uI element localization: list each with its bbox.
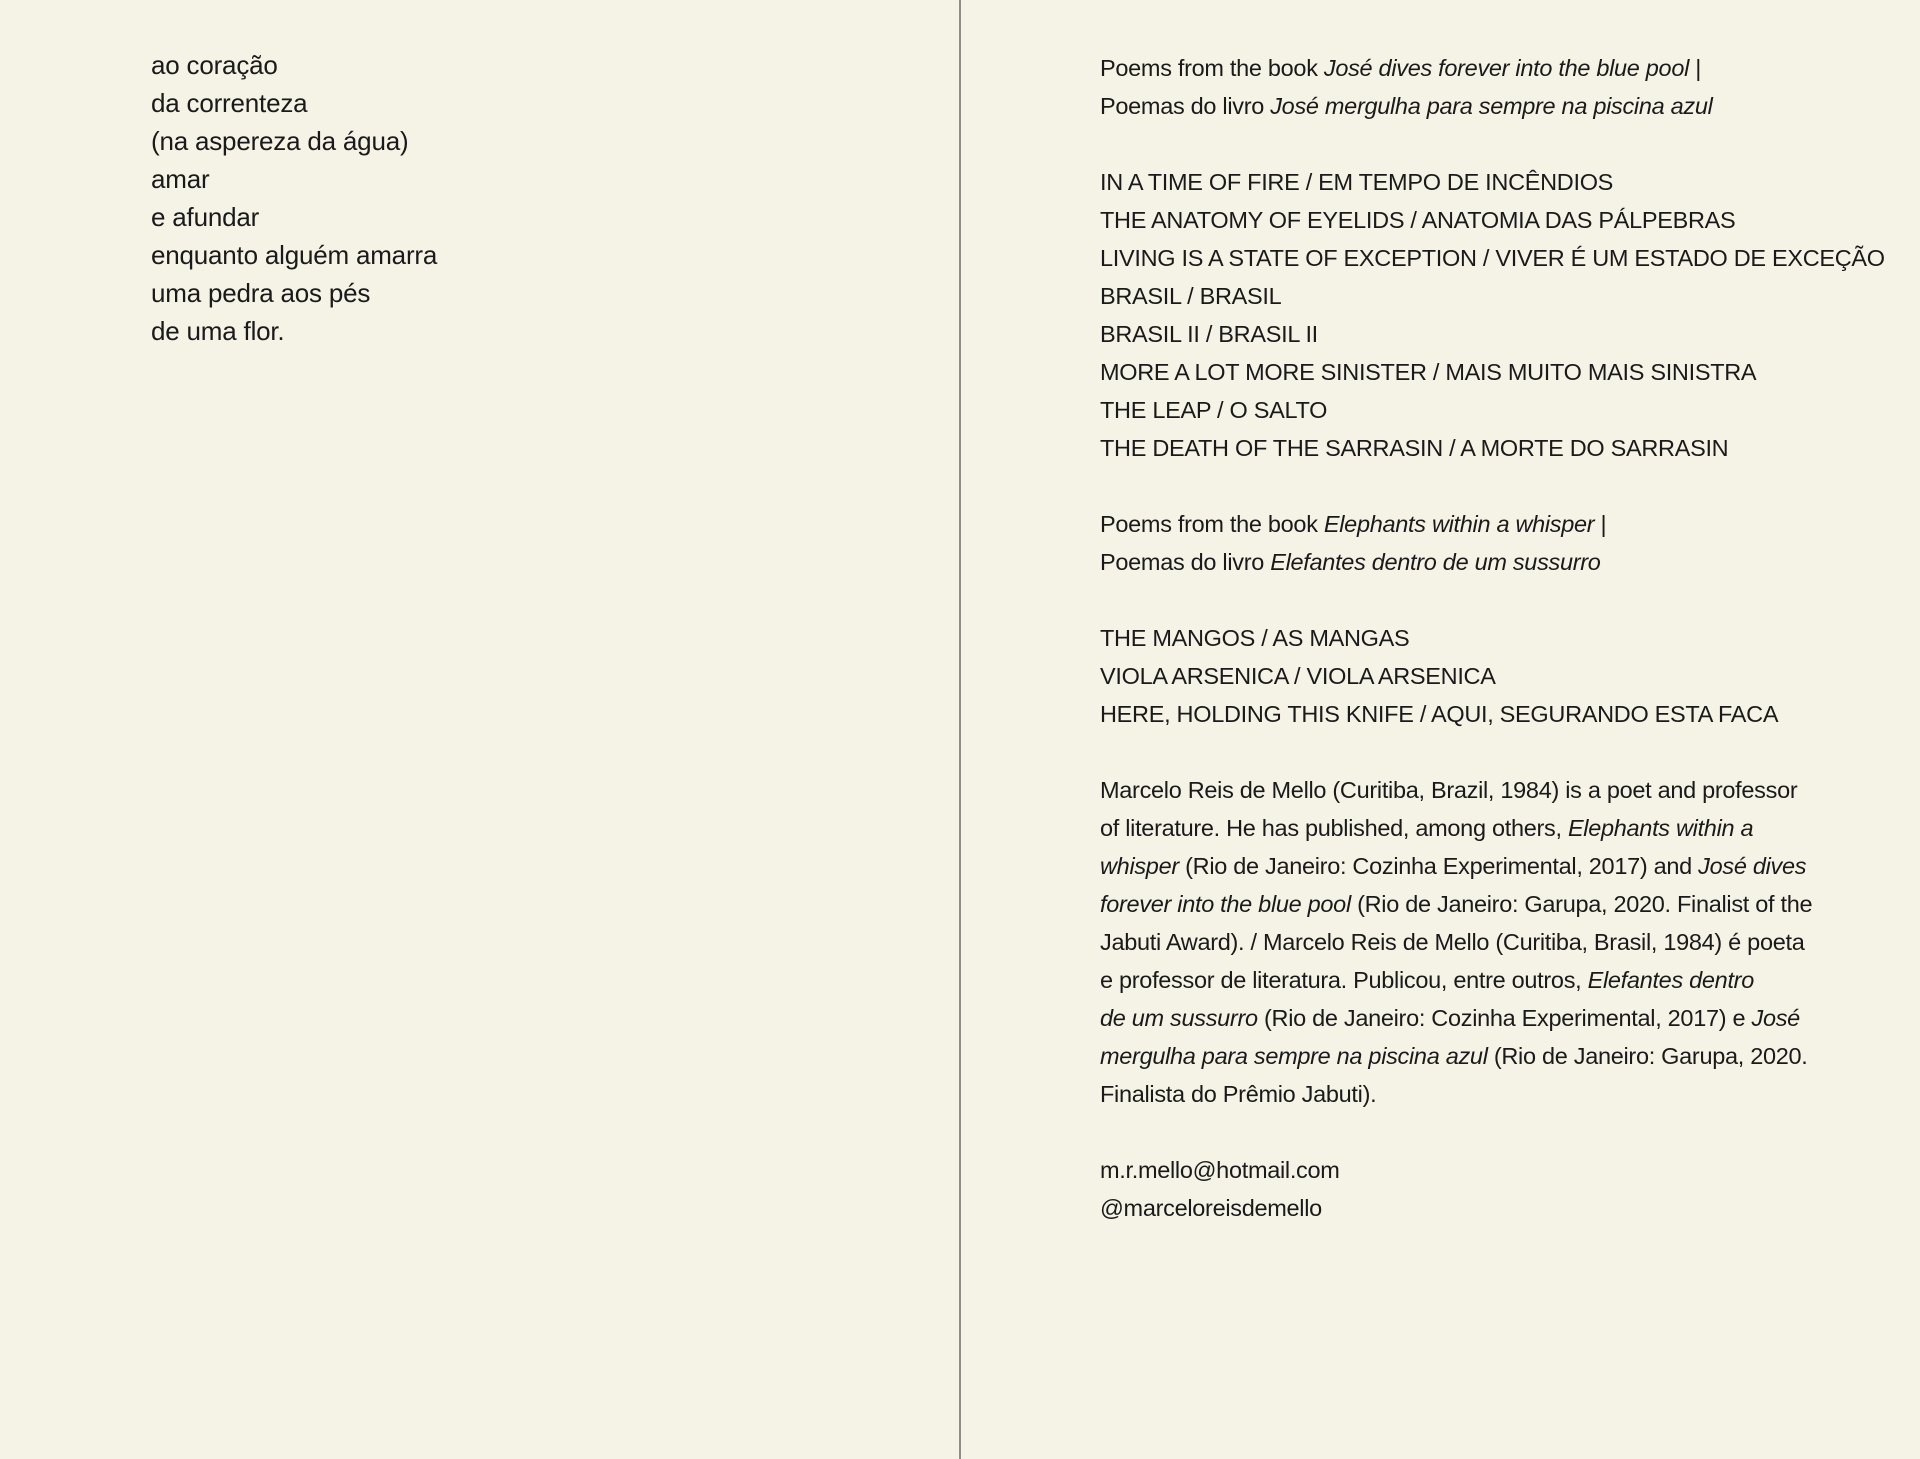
bio-book-title: José: [1751, 1005, 1800, 1031]
book1-pt-prefix: Poemas do livro: [1100, 93, 1271, 119]
contact-info: [1100, 1151, 1840, 1227]
bio-text: (Rio de Janeiro: Garupa, 2020. Finalist of the: [1350, 891, 1813, 917]
credits-column: [1100, 49, 1885, 1227]
poem-line: e afundar: [151, 202, 260, 232]
bio-text: of literature. He has published, among others,: [1100, 815, 1568, 841]
book2-en-suffix: |: [1594, 511, 1607, 537]
right-page: [961, 0, 1920, 1459]
book2-en-prefix: Poems from the book: [1100, 511, 1324, 537]
book2-heading-en: [1100, 505, 1840, 543]
poem-line: enquanto alguém amarra: [151, 240, 438, 270]
bio-text: Marcelo Reis de Mello (Curitiba, Brazil, 1984) is a poet and professor: [1100, 777, 1798, 803]
poem-line: amar: [151, 164, 210, 194]
poem-title: THE ANATOMY OF EYELIDS / ANATOMIA DAS PÁLPEBRAS: [1100, 207, 1736, 233]
bio-text: (Rio de Janeiro: Cozinha Experimental, 2017) e: [1257, 1005, 1752, 1031]
book1-heading: [1100, 49, 1840, 125]
book1-poem-list: [1100, 163, 1885, 467]
bio-book-title: Elephants within a: [1567, 815, 1754, 841]
book1-en-title: José dives forever into the blue pool: [1323, 55, 1690, 81]
bio-book-title: José dives: [1698, 853, 1807, 879]
book2-heading-pt: [1100, 543, 1840, 581]
book1-en-suffix: |: [1689, 55, 1702, 81]
bio-book-title: mergulha para sempre na piscina azul: [1100, 1043, 1488, 1069]
bio-line: [1100, 961, 1840, 999]
bio-book-title: Elefantes dentro: [1587, 967, 1754, 993]
bio-text: e professor de literatura. Publicou, entre outros,: [1100, 967, 1588, 993]
book2-en-title: Elephants within a whisper: [1323, 511, 1595, 537]
poem-title: BRASIL II / BRASIL II: [1100, 321, 1318, 347]
book1-en-prefix: Poems from the book: [1100, 55, 1324, 81]
book1-heading-pt: [1100, 87, 1840, 125]
poem-line: ao coração: [151, 50, 278, 80]
book1-heading-en: [1100, 49, 1840, 87]
bio-line: [1100, 771, 1840, 809]
poem-title: THE MANGOS / AS MANGAS: [1100, 625, 1410, 651]
bio-line: [1100, 847, 1840, 885]
poem-line: de uma flor.: [151, 316, 285, 346]
poem-title: HERE, HOLDING THIS KNIFE / AQUI, SEGURANDO ESTA FACA: [1100, 701, 1779, 727]
bio-line: [1100, 999, 1840, 1037]
bio-line: [1100, 1037, 1840, 1075]
poem-title: THE DEATH OF THE SARRASIN / A MORTE DO SARRASIN: [1100, 435, 1729, 461]
poem-title: BRASIL / BRASIL: [1100, 283, 1282, 309]
poem-line: da correnteza: [151, 88, 308, 118]
author-bio: [1100, 771, 1840, 1113]
bio-book-title: de um sussurro: [1100, 1005, 1258, 1031]
poem-title: MORE A LOT MORE SINISTER / MAIS MUITO MAIS SINISTRA: [1100, 359, 1757, 385]
bio-text: Jabuti Award). / Marcelo Reis de Mello (Curitiba, Brasil, 1984) é poeta: [1100, 929, 1805, 955]
bio-book-title: whisper: [1100, 853, 1179, 879]
bio-line: [1100, 809, 1840, 847]
author-social-handle: @marceloreisdemello: [1100, 1195, 1322, 1221]
book2-heading: [1100, 505, 1840, 581]
bio-text: (Rio de Janeiro: Cozinha Experimental, 2017) and: [1178, 853, 1699, 879]
poem-line: uma pedra aos pés: [151, 278, 371, 308]
poem-title: VIOLA ARSENICA / VIOLA ARSENICA: [1100, 663, 1496, 689]
poem-title: IN A TIME OF FIRE / EM TEMPO DE INCÊNDIOS: [1100, 169, 1614, 195]
bio-text: (Rio de Janeiro: Garupa, 2020.: [1487, 1043, 1808, 1069]
book2-pt-prefix: Poemas do livro: [1100, 549, 1271, 575]
author-email: m.r.mello@hotmail.com: [1100, 1157, 1340, 1183]
poem-title: THE LEAP / O SALTO: [1100, 397, 1328, 423]
bio-text: Finalista do Prêmio Jabuti).: [1100, 1081, 1377, 1107]
bio-line: [1100, 1075, 1840, 1113]
poem: [151, 46, 437, 350]
poem-line: (na aspereza da água): [151, 126, 409, 156]
bio-line: [1100, 885, 1840, 923]
book1-pt-title: José mergulha para sempre na piscina azul: [1270, 93, 1713, 119]
book2-pt-title: Elefantes dentro de um sussurro: [1270, 549, 1601, 575]
bio-book-title: forever into the blue pool: [1100, 891, 1351, 917]
poem-title: LIVING IS A STATE OF EXCEPTION / VIVER É UM ESTADO DE EXCEÇÃO: [1100, 245, 1885, 271]
bio-line: [1100, 923, 1840, 961]
book2-poem-list: [1100, 619, 1840, 733]
left-page: [0, 0, 959, 1459]
